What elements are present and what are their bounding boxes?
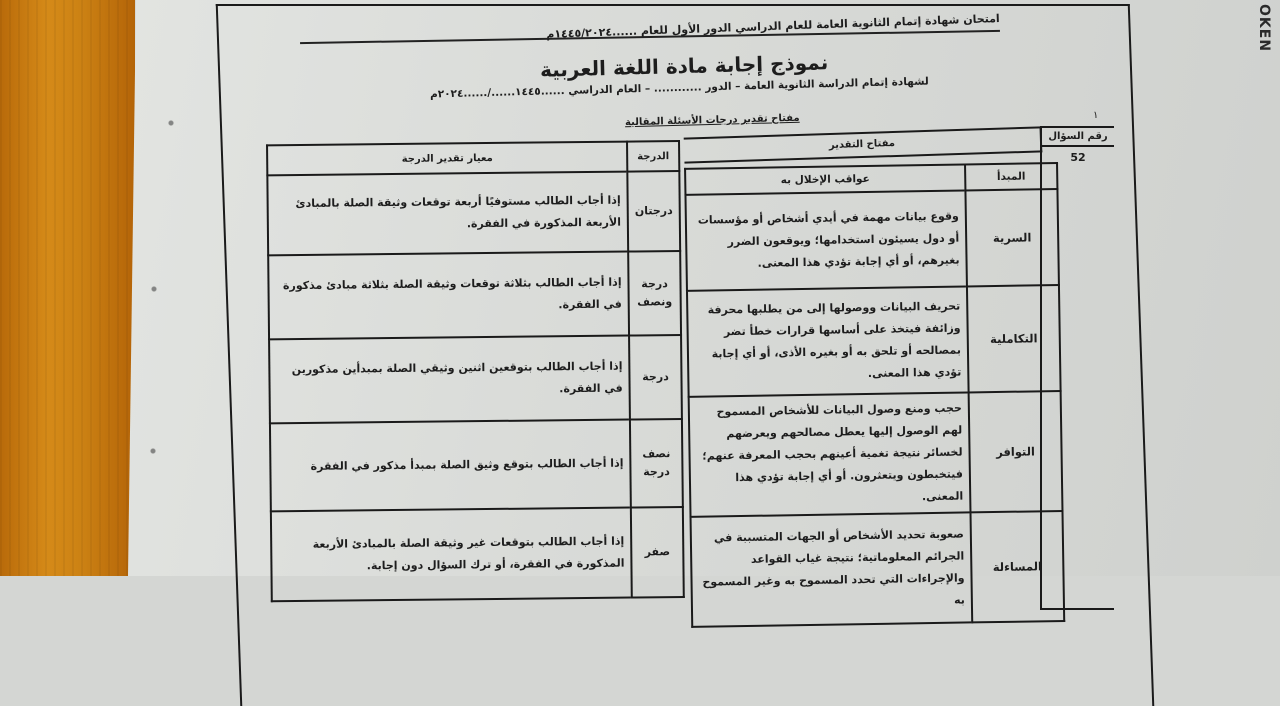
ink-speck [142,440,164,462]
grade-cell: نصف درجة [630,419,683,508]
consequence-cell: تحريف البيانات ووصولها إلى من يطلبها محرفة وزائفة فيتخذ على أساسها قرارات خطأ تضر بمصالحه أو تلحق به أو بغيره الأذى، أو أي إجابة تؤدي هذا المعنى. [687,286,969,396]
criteria-column-header: معيار تقدير الدرجة [267,142,627,176]
consequence-cell: وقوع بيانات مهمة في أيدي أشخاص أو مؤسسات أو دول يسيئون استخدامها؛ ويوقعون الضرر بغيرهم، أو أي إجابة تؤدي هذا المعنى. [685,190,966,290]
table-row [270,419,683,511]
wooden-desk-background [0,0,135,576]
ink-speck [160,112,182,134]
answer-key-header: مفتاح التقدير [684,126,1043,163]
table-row [689,391,1063,517]
criterion-cell: إذا أجاب الطالب مستوفيًا أربعة توقعات وثيقة الصلة بالمبادئ الأربعة المذكورة في الفقرة. [267,172,628,256]
consequence-cell: حجب ومنع وصول البيانات للأشخاص المسموح لهم الوصول إليها يعطل مصالحهم ويعرضهم لخسائر نتيجة تغمية أعينهم بحجب المعرفة عنهم؛ فيتخبطون ويتعثرون. أو أي إجابة تؤدي هذا المعنى. [689,392,971,516]
question-number-value: 52 [1070,151,1086,164]
grade-cell: درجتان [627,171,680,252]
page-subtitle: لشهادة إتمام الدراسة الثانوية العامة – الدور ............ – العام الدراسي ......١٤٤٥....../......٢٠٢٤م [429,75,929,101]
consequences-column-header: عواقب الإخلال به [685,164,965,194]
answer-key-table [684,162,1065,628]
principle-column-header: المبدأ [965,163,1057,190]
grade-cell: درجة ونصف [628,251,681,336]
criterion-cell: إذا أجاب الطالب بتوقعين اثنين وثيقي الصلة بمبدأين مذكورين في الفقرة. [269,336,630,424]
table-row [267,171,680,255]
grade-cell: درجة [629,335,682,420]
side-edge-text: OKEN [1256,4,1272,53]
table-row [685,189,1058,291]
exam-line: امتحان شهادة إتمام الثانوية العامة للعام الدراسي الدور الأول للعام ......١٤٤٥/٢٠٢٤م [546,12,1001,41]
table-row [268,251,681,339]
principle-cell: السرية [965,189,1058,286]
grading-criteria-table [266,140,685,602]
criterion-cell: إذا أجاب الطالب بتوقعات غير وثيقة الصلة بالمبادئ الأربعة المذكورة في الفقرة، أو ترك السؤال دون إجابة. [271,508,632,602]
table-row [271,507,684,601]
ink-speck [143,278,165,300]
grade-cell: صفر [631,507,684,598]
principle-cell: المساءلة [970,511,1064,622]
table-row [269,335,682,423]
page-number: ١ [1093,110,1099,121]
table-row [687,285,1061,397]
table-row [691,511,1065,627]
grade-column-header: الدرجة [627,141,679,172]
criterion-cell: إذا أجاب الطالب بثلاثة توقعات وثيقة الصلة بثلاثة مبادئ مذكورة في الفقرة. [268,252,629,340]
page-title: نموذج إجابة مادة اللغة العربية [539,50,829,82]
key-caption: مفتاح تقدير درجات الأسئلة المقالية [624,112,800,129]
criterion-cell: إذا أجاب الطالب بتوقع وثيق الصلة بمبدأ مذكور في الفقرة [270,420,631,512]
consequence-cell: صعوبة تحديد الأشخاص أو الجهات المتسببة في الجرائم المعلوماتية؛ نتيجة غياب القواعد والإجراءات التي تحدد المسموح به وغير المسموح به [691,512,973,626]
principle-cell: التكاملية [967,285,1061,392]
question-number-header: رقم السؤال [1042,128,1114,147]
principle-cell: التوافر [969,391,1063,512]
